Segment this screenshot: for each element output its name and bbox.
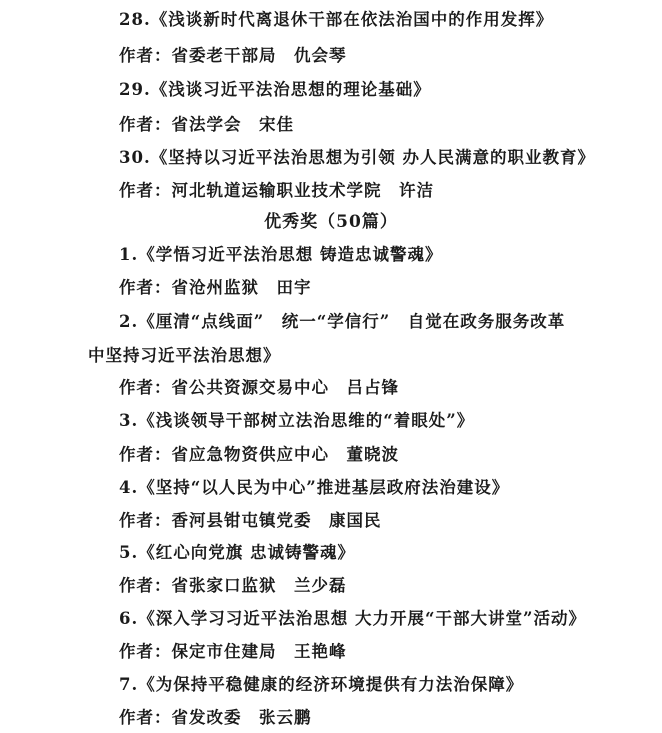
section-heading: 优秀奖（50篇） — [264, 212, 398, 232]
entry-author: 作者：省委老干部局 仇会琴 — [119, 46, 347, 65]
entry-title-continuation: 中坚持习近平法治思想》 — [88, 346, 281, 365]
entry-title: 3.《浅谈领导干部树立法治思维的“着眼处”》 — [119, 411, 475, 430]
entry-author: 作者：省张家口监狱 兰少磊 — [119, 576, 347, 595]
entry-author: 作者：省法学会 宋佳 — [119, 115, 294, 134]
entry-title: 29.《浅谈习近平法治思想的理论基础》 — [119, 80, 431, 99]
entry-author: 作者：省发改委 张云鹏 — [119, 708, 312, 727]
entry-title: 30.《坚持以习近平法治思想为引领 办人民满意的职业教育》 — [119, 148, 595, 167]
entry-title: 6.《深入学习习近平法治思想 大力开展“干部大讲堂”活动》 — [119, 609, 586, 628]
entry-author: 作者：保定市住建局 王艳峰 — [119, 642, 347, 661]
entry-title: 7.《为保持平稳健康的经济环境提供有力法治保障》 — [119, 675, 524, 694]
entry-author: 作者：省沧州监狱 田宇 — [119, 278, 312, 297]
entry-author: 作者：香河县钳屯镇党委 康国民 — [119, 511, 382, 530]
entry-author: 作者：河北轨道运输职业技术学院 许洁 — [119, 181, 434, 200]
entry-title: 1.《学悟习近平法治思想 铸造忠诚警魂》 — [119, 245, 443, 264]
entry-title: 5.《红心向党旗 忠诚铸警魂》 — [119, 543, 355, 562]
entry-author: 作者：省公共资源交易中心 吕占锋 — [119, 378, 399, 397]
entry-title: 28.《浅谈新时代离退休干部在依法治国中的作用发挥》 — [119, 10, 554, 29]
entry-author: 作者：省应急物资供应中心 董晓波 — [119, 445, 399, 464]
entry-title: 2.《厘清“点线面” 统一“学信行” 自觉在政务服务改革 — [119, 312, 566, 331]
entry-title: 4.《坚持“以人民为中心”推进基层政府法治建设》 — [119, 478, 510, 497]
